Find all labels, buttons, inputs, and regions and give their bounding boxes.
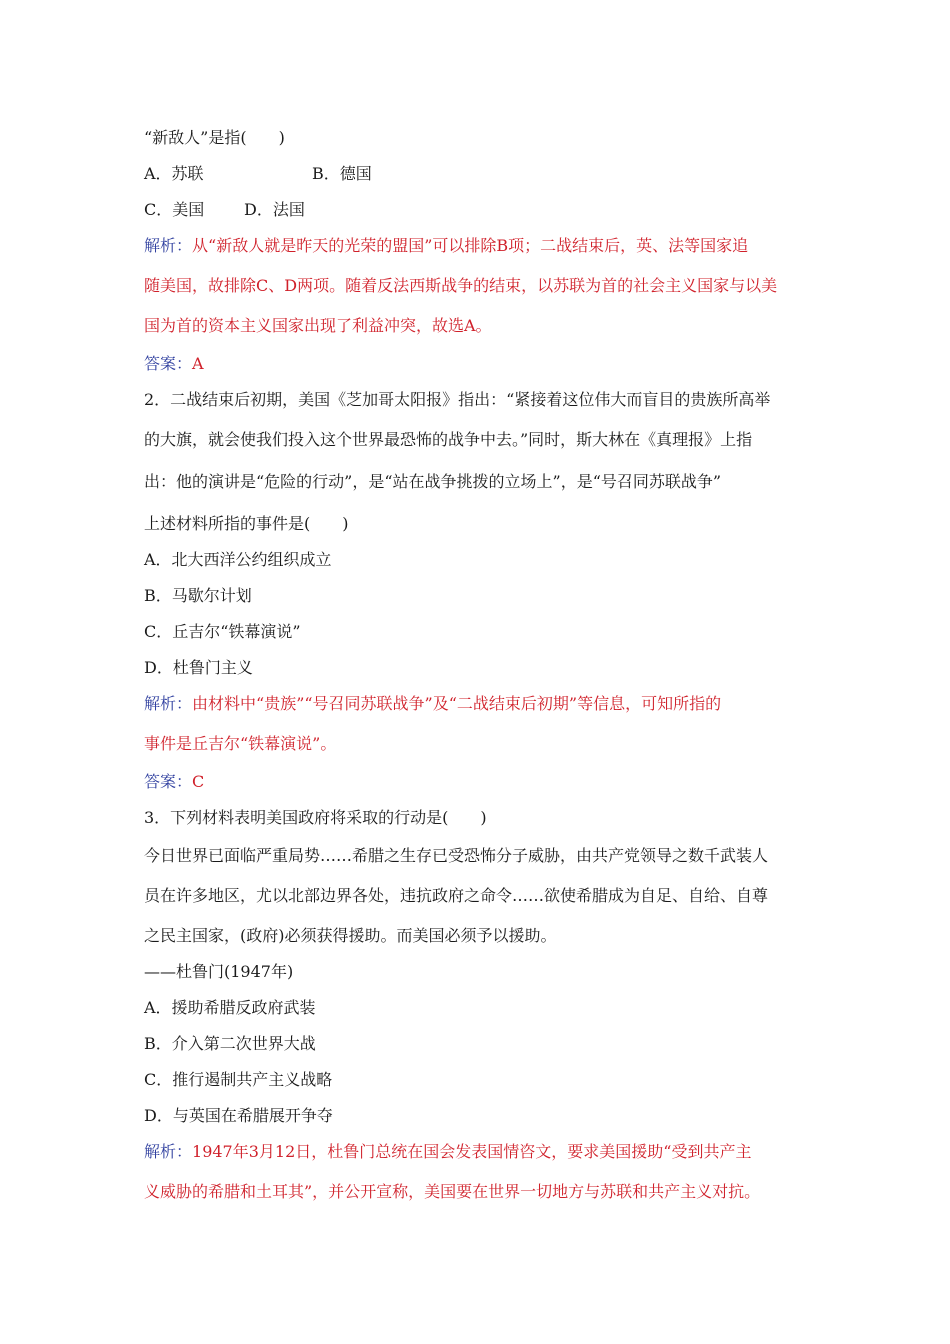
q2-option-b: B．马歇尔计划	[144, 586, 252, 605]
q1-answer-value: A	[192, 354, 204, 373]
q3-option-d: D．与英国在希腊展开争夺	[144, 1106, 333, 1125]
q3-material-line-2: 员在许多地区，尤以北部边界各处，违抗政府之命令……欲使希腊成为自足、自给、自尊	[144, 886, 769, 905]
q1-analysis-text-1: 从“新敌人就是昨天的光荣的盟国”可以排除B项；二战结束后，英、法等国家追	[192, 236, 749, 255]
q1-options-row-1	[144, 164, 816, 184]
q1-analysis-line-3: 国为首的资本主义国家出现了利益冲突，故选A。	[144, 316, 492, 335]
q1-analysis-label: 解析：	[144, 236, 193, 255]
q3-analysis-label: 解析：	[144, 1142, 193, 1161]
q2-answer-label: 答案：	[144, 772, 193, 791]
q1-stem-tail: “新敌人”是指( )	[144, 128, 285, 147]
q3-option-a: A．援助希腊反政府武装	[144, 998, 316, 1017]
q1-analysis-line-1	[144, 236, 816, 256]
q2-option-a: A．北大西洋公约组织成立	[144, 550, 332, 569]
q2-analysis-line-2: 事件是丘吉尔“铁幕演说”。	[144, 734, 337, 753]
q2-option-c: C．丘吉尔“铁幕演说”	[144, 622, 301, 641]
q3-source: ——杜鲁门(1947年)	[144, 962, 294, 981]
q2-analysis-line-1	[144, 694, 816, 714]
q1-option-c: C．美国	[144, 200, 205, 219]
q2-stem-line-2: 的大旗，就会使我们投入这个世界最恐怖的战争中去。”同时，斯大林在《真理报》上指	[144, 430, 753, 449]
q3-analysis-line-2: 义威胁的希腊和土耳其”，并公开宣称，美国要在世界一切地方与苏联和共产主义对抗。	[144, 1182, 761, 1201]
q1-options-row-2	[144, 200, 816, 220]
q1-answer-label: 答案：	[144, 354, 193, 373]
q1-option-b: B．德国	[312, 164, 372, 183]
q3-material-line-3: 之民主国家，(政府)必须获得援助。而美国必须予以援助。	[144, 926, 557, 945]
q2-stem-line-1: 2．二战结束后初期，美国《芝加哥太阳报》指出：“紧接着这位伟大而盲目的贵族所高举	[144, 390, 771, 409]
q2-stem-line-4: 上述材料所指的事件是( )	[144, 514, 349, 533]
q3-material-line-1: 今日世界已面临严重局势……希腊之生存已受恐怖分子威胁，由共产党领导之数千武装人	[144, 846, 769, 865]
q2-answer-line	[144, 772, 816, 792]
q3-analysis-text-1: 1947年3月12日，杜鲁门总统在国会发表国情咨文，要求美国援助“受到共产主	[192, 1142, 752, 1161]
q2-analysis-text-1: 由材料中“贵族”“号召同苏联战争”及“二战结束后初期”等信息，可知所指的	[192, 694, 722, 713]
q3-option-b: B．介入第二次世界大战	[144, 1034, 316, 1053]
q2-option-d: D．杜鲁门主义	[144, 658, 253, 677]
q1-option-a: A．苏联	[144, 164, 204, 183]
q2-stem-line-3: 出：他的演讲是“危险的行动”，是“站在战争挑拨的立场上”，是“号召同苏联战争”	[144, 472, 722, 491]
q2-analysis-label: 解析：	[144, 694, 193, 713]
q2-answer-value: C	[192, 772, 205, 791]
q3-option-c: C．推行遏制共产主义战略	[144, 1070, 333, 1089]
q1-analysis-line-2: 随美国，故排除C、D两项。随着反法西斯战争的结束，以苏联为首的社会主义国家与以美	[144, 276, 778, 295]
q3-stem: 3．下列材料表明美国政府将采取的行动是( )	[144, 808, 487, 827]
q1-answer-line	[144, 354, 816, 374]
q1-option-d: D．法国	[244, 200, 305, 219]
q3-analysis-line-1	[144, 1142, 816, 1162]
